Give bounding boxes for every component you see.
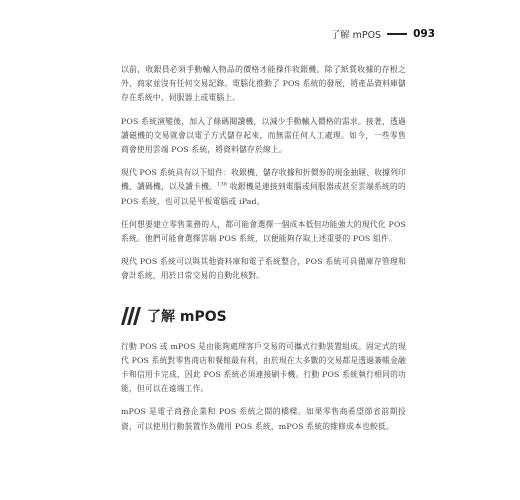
header-rule (387, 33, 407, 35)
page-body (121, 63, 406, 443)
page-number: 093 (413, 28, 435, 40)
paragraph-1: 以前，收銀員必須手動輸入物品的價格才能操作收銀機。除了紙質收據的存根之外，商家並沒有任何交易記錄。電腦化推動了 POS 系統的發展，將產品資料庫儲存在系統中、伺服器上或電腦上。 (121, 65, 406, 103)
chapter-title: 了解 mPOS (330, 30, 382, 41)
paragraph-2: POS 系統演變後，加入了條碼閱讀機，以減少手動輸入價格的需求。接著，透過讀磁機的交易就會以電子方式儲存起來，而無需任何人工處理。如今，一些零售商會使用雲端 POS 系統，將資料儲存於線上。 (121, 116, 406, 155)
paragraph-3-text-a: 現代 POS 系統具有以下組件：收銀機、儲存收據和折價券的現金抽屜、收據列印機、讀碼機，以及讀卡機。 (121, 168, 406, 192)
running-header (331, 27, 435, 41)
section-paragraph-1: 行動 POS 或 mPOS 是由能夠處理客戶交易的可攜式行動裝置組成。固定式的現代 POS 系統對零售商店和餐館最有利，由於現在大多數的交易都是透過簽帳金融卡和信用卡完成，因此 POS 系統必須連接刷卡機。行動 POS 系統執行相同的功能，但可以在遠端工作。 (121, 341, 406, 394)
section-title: 了解 mPOS (147, 308, 227, 325)
paragraph-3 (121, 166, 406, 209)
triple-slash-icon (121, 307, 143, 325)
section-paragraph-2: mPOS 是電子商務企業和 POS 系統之間的橋樑。如果零售商希望節省前期投資，可以使用行動裝置作為備用 POS 系統，mPOS 系統的維修成本也較低。 (121, 407, 406, 431)
paragraph-4: 任何想要建立零售業務的人，都可能會選擇一個成本低但功能強大的現代化 POS 系統。他們可能會選擇雲端 POS 系統，以便能夠存取上述重要的 POS 組件。 (121, 219, 406, 244)
paragraph-3-text-b: 收銀機是連接到電腦或伺服器或甚至雲端系統的的 POS 系統，也可以是平板電腦或 iPad。 (121, 182, 406, 206)
section-heading (121, 306, 406, 326)
footnote-ref: 138 (217, 181, 228, 188)
paragraph-5: 現代 POS 系統可以與其他資料庫和電子系統整合，POS 系統可具備庫存管理和會計系統，用於日常交易的自動化核對。 (121, 257, 406, 281)
